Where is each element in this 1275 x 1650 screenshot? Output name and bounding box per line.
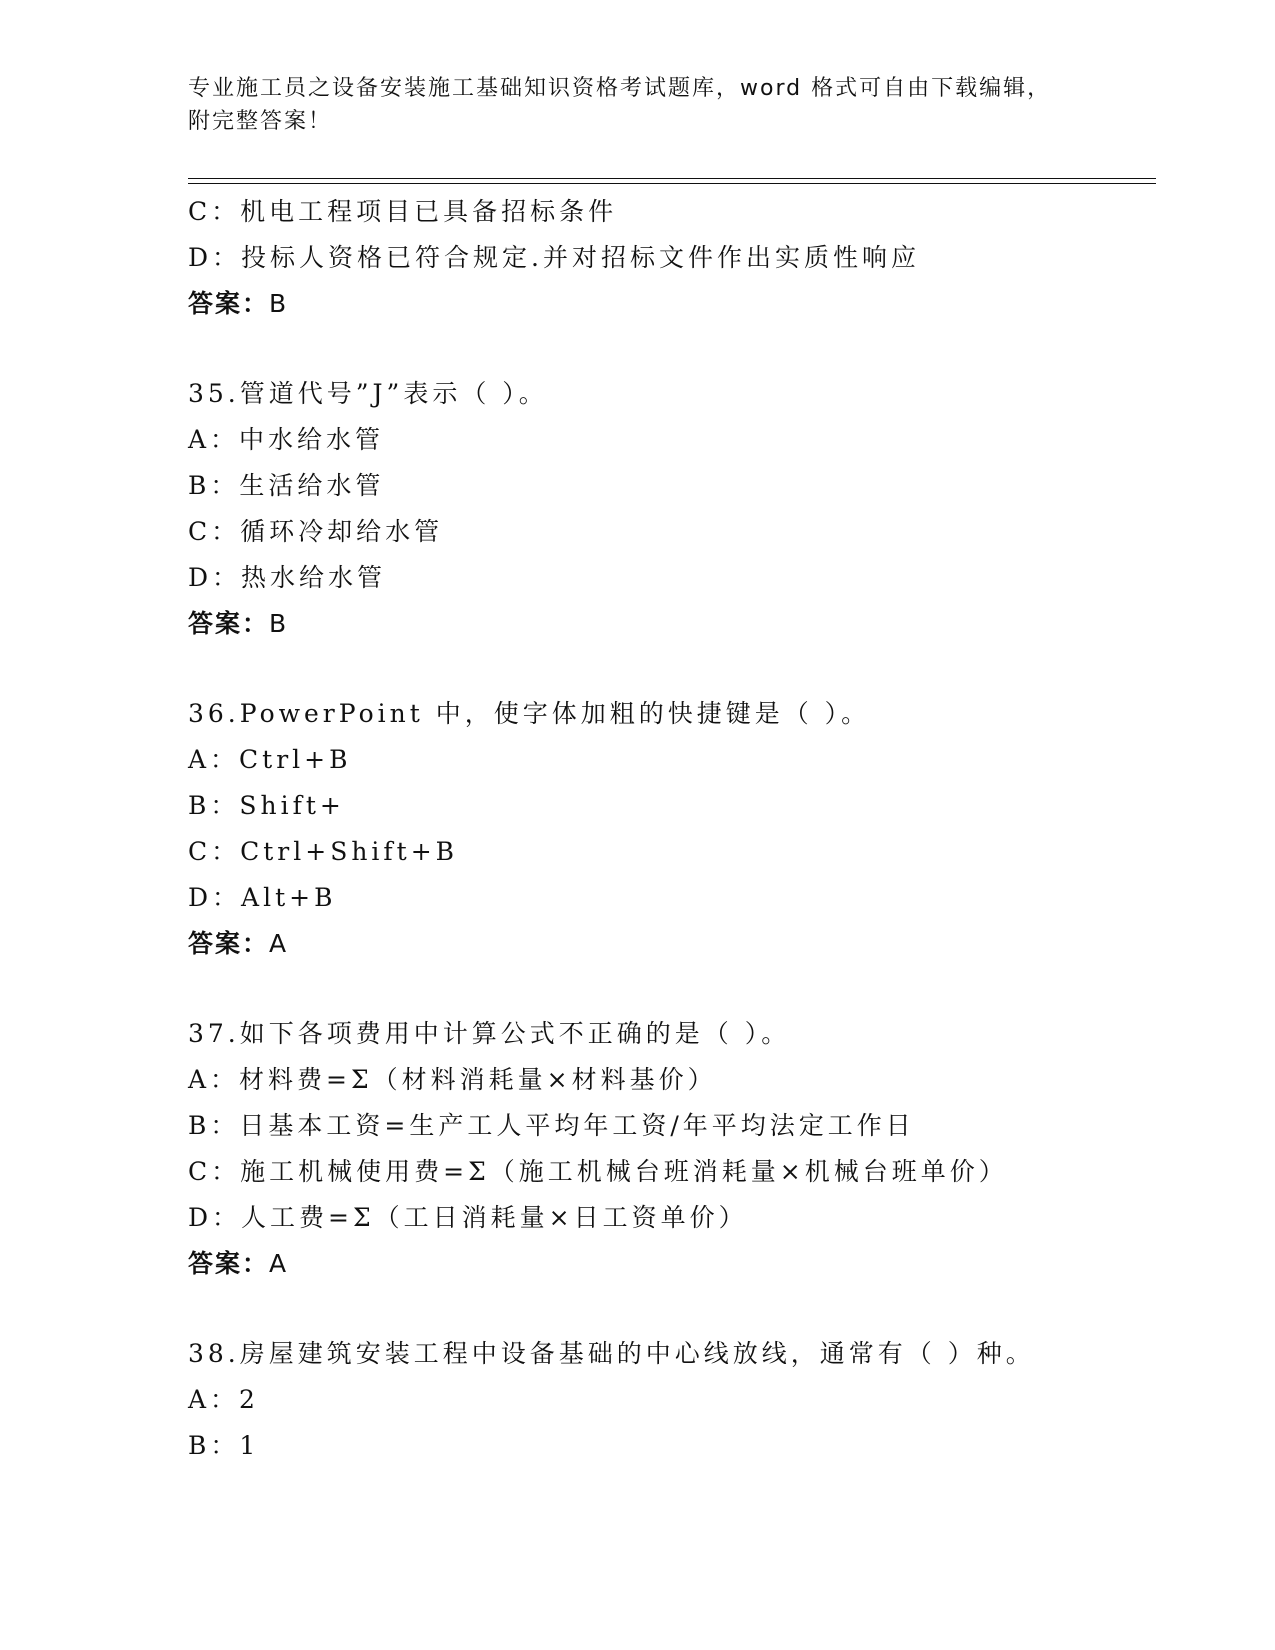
question-block-34 — [188, 189, 1148, 327]
option-a: A：2 — [188, 1385, 259, 1414]
question-stem: 38.房屋建筑安装工程中设备基础的中心线放线，通常有（ ）种。 — [188, 1339, 1035, 1368]
option-d: D：投标人资格已符合规定.并对招标文件作出实质性响应 — [188, 243, 920, 272]
answer-value: B — [269, 609, 289, 638]
option-d: D：热水给水管 — [188, 563, 387, 592]
question-block-38 — [188, 1331, 1148, 1469]
question-stem: 35.管道代号”J”表示（ ）。 — [188, 379, 548, 408]
answer-value: A — [269, 929, 289, 958]
option-b: B：日基本工资=生产工人平均年工资/年平均法定工作日 — [188, 1111, 915, 1140]
option-d: D：Alt+B — [188, 883, 337, 912]
answer-line — [188, 1241, 1148, 1287]
option-c: C：施工机械使用费=Σ（施工机械台班消耗量×机械台班单价） — [188, 1157, 1008, 1186]
question-stem: 37.如下各项费用中计算公式不正确的是（ ）。 — [188, 1019, 791, 1048]
document-header — [188, 72, 1088, 138]
answer-value: B — [269, 289, 289, 318]
answer-label: 答案： — [188, 929, 270, 958]
option-a: A：Ctrl+B — [188, 745, 352, 774]
option-a: A：中水给水管 — [188, 425, 385, 454]
option-c: C：Ctrl+Shift+B — [188, 837, 459, 866]
option-d: D：人工费=Σ（工日消耗量×日工资单价） — [188, 1203, 748, 1232]
header-line-2: 附完整答案！ — [188, 109, 333, 134]
question-block-37 — [188, 1011, 1148, 1287]
option-a: A：材料费=Σ（材料消耗量×材料基价） — [188, 1065, 717, 1094]
option-b: B：Shift+ — [188, 791, 345, 820]
question-list — [188, 189, 1148, 1469]
option-b: B：生活给水管 — [188, 471, 385, 500]
header-line-1: 专业施工员之设备安装施工基础知识资格考试题库，word 格式可自由下载编辑， — [188, 76, 1052, 101]
option-c: C：机电工程项目已具备招标条件 — [188, 197, 618, 226]
question-stem: 36.PowerPoint 中，使字体加粗的快捷键是（ ）。 — [188, 699, 871, 728]
answer-label: 答案： — [188, 609, 270, 638]
header-divider-bottom — [188, 183, 1156, 184]
answer-line — [188, 601, 1148, 647]
answer-label: 答案： — [188, 1249, 270, 1278]
question-block-36 — [188, 691, 1148, 967]
option-b: B：1 — [188, 1431, 260, 1460]
answer-value: A — [269, 1249, 289, 1278]
option-c: C：循环冷却给水管 — [188, 517, 444, 546]
answer-line — [188, 921, 1148, 967]
answer-label: 答案： — [188, 289, 270, 318]
answer-line — [188, 281, 1148, 327]
question-block-35 — [188, 371, 1148, 647]
header-divider-top — [188, 178, 1156, 179]
